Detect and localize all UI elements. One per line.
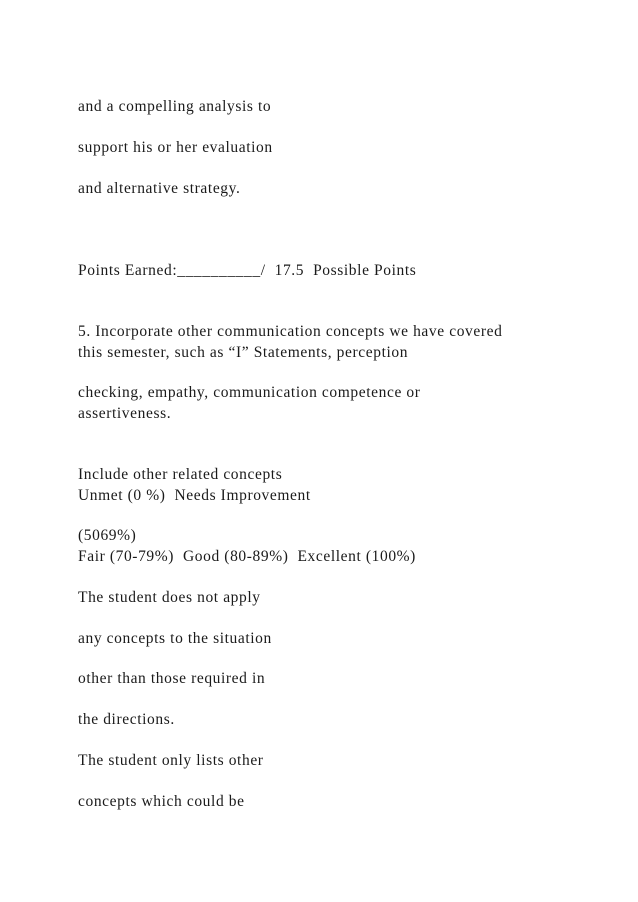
unmet-line-4: the directions.: [78, 711, 175, 728]
item5-line-4: assertiveness.: [78, 405, 172, 422]
item5-line-1: 5. Incorporate other communication concepts we have covered: [78, 323, 503, 340]
unmet-line-3: other than those required in: [78, 670, 266, 687]
item5-line-2: this semester, such as “I” Statements, perception: [78, 344, 409, 361]
item5-line-3: checking, empathy, communication competence or: [78, 384, 421, 401]
unmet-line-2: any concepts to the situation: [78, 630, 272, 647]
analysis-line-3: and alternative strategy.: [78, 180, 241, 197]
unmet-line-1: The student does not apply: [78, 589, 261, 606]
needs-line-1: The student only lists other: [78, 752, 264, 769]
criterion-label: Include other related concepts: [78, 466, 283, 483]
rating-range: (5069%): [78, 527, 137, 544]
rating-line-2: Fair (70-79%) Good (80-89%) Excellent (100%): [78, 548, 416, 565]
points-earned-line: Points Earned:__________/ 17.5 Possible Points: [78, 262, 417, 279]
analysis-line-1: and a compelling analysis to: [78, 98, 272, 115]
needs-line-2: concepts which could be: [78, 793, 245, 810]
analysis-line-2: support his or her evaluation: [78, 139, 273, 156]
rating-line-1: Unmet (0 %) Needs Improvement: [78, 487, 311, 504]
